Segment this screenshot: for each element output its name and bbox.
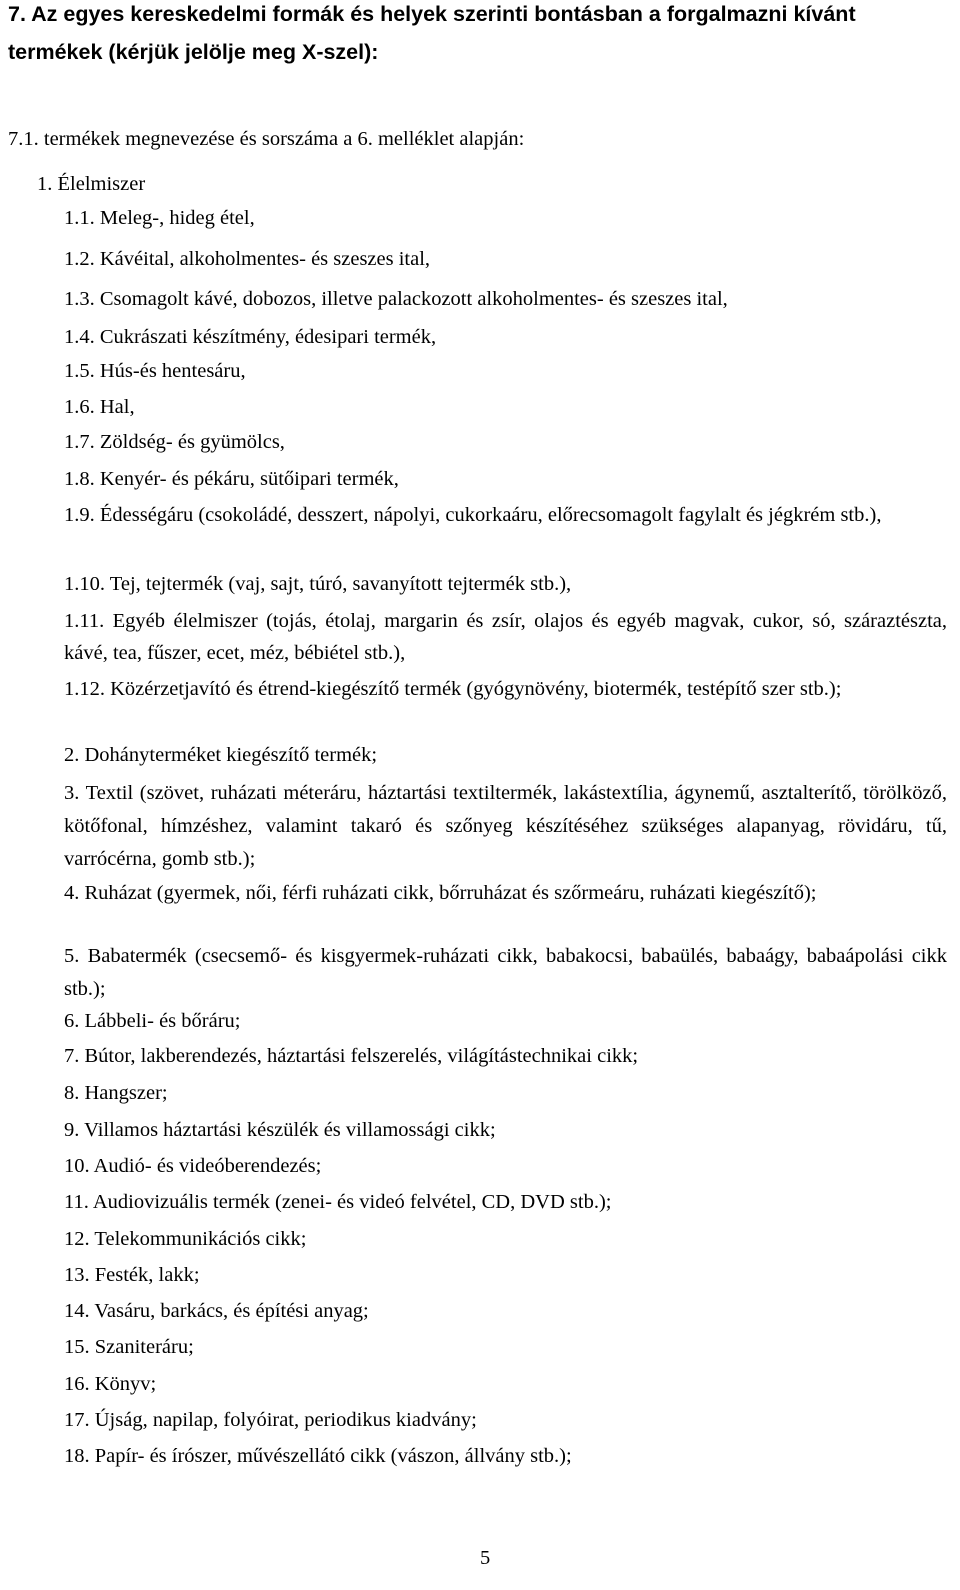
list-item: 10. Audió- és videóberendezés;: [64, 1155, 322, 1177]
list-item: 1.8. Kenyér- és pékáru, sütőipari termék,: [64, 468, 399, 490]
list-item: 16. Könyv;: [64, 1373, 157, 1395]
list-item: 13. Festék, lakk;: [64, 1264, 200, 1286]
list-item: 3. Textil (szövet, ruházati méteráru, háztartási textiltermék, lakástextília, ágynemű, asztalterítő, törölköző, kötőfonal, hímzéshez, valamint takaró és szőnyeg készítéséhez szükséges alapanyag, rövidáru, tű, varrócérna, gomb stb.);: [64, 782, 947, 870]
intro-line: 7.1. termékek megnevezése és sorszáma a 6. melléklet alapján:: [8, 128, 525, 150]
list-item: 1.10. Tej, tejtermék (vaj, sajt, túró, savanyított tejtermék stb.),: [64, 573, 572, 595]
list-item: 9. Villamos háztartási készülék és villamossági cikk;: [64, 1119, 496, 1141]
list-item: 1. Élelmiszer: [37, 173, 146, 195]
list-item: 6. Lábbeli- és bőráru;: [64, 1010, 241, 1032]
list-item: 17. Újság, napilap, folyóirat, periodikus kiadvány;: [64, 1409, 477, 1431]
list-item: 1.4. Cukrászati készítmény, édesipari termék,: [64, 326, 437, 348]
list-item: 14. Vasáru, barkács, és építési anyag;: [64, 1300, 369, 1322]
list-item: 15. Szaniteráru;: [64, 1336, 194, 1358]
list-item: 5. Babatermék (csecsemő- és kisgyermek-ruházati cikk, babakocsi, babaülés, babaágy, babaápolási cikk stb.);: [64, 945, 947, 1000]
list-item: 1.5. Hús-és hentesáru,: [64, 360, 246, 382]
list-item: 7. Bútor, lakberendezés, háztartási felszerelés, világítástechnikai cikk;: [64, 1045, 639, 1067]
list-item: 1.12. Közérzetjavító és étrend-kiegészítő termék (gyógynövény, biotermék, testépítő szer stb.);: [64, 678, 842, 700]
list-item: 1.11. Egyéb élelmiszer (tojás, étolaj, margarin és zsír, olajos és egyéb magvak, cukor, só, száraztészta, kávé, tea, fűszer, ecet, méz, bébiétel stb.),: [64, 610, 947, 664]
list-item: 1.3. Csomagolt kávé, dobozos, illetve palackozott alkoholmentes- és szeszes ital,: [64, 288, 728, 310]
list-item: 1.2. Kávéital, alkoholmentes- és szeszes ital,: [64, 248, 431, 270]
list-item: 4. Ruházat (gyermek, női, férfi ruházati cikk, bőrruházat és szőrmeáru, ruházati kiegészítő);: [64, 882, 817, 904]
page-number: 5: [480, 1547, 491, 1569]
list-item: 12. Telekommunikációs cikk;: [64, 1228, 307, 1250]
section-heading: 7. Az egyes kereskedelmi formák és helyek szerinti bontásban a forgalmazni kívánt termékek (kérjük jelölje meg X-szel):: [8, 2, 856, 64]
list-item: 1.9. Édességáru (csokoládé, desszert, nápolyi, cukorkaáru, előrecsomagolt fagylalt és jégkrém stb.),: [64, 504, 882, 526]
list-item: 2. Dohányterméket kiegészítő termék;: [64, 744, 378, 766]
list-item: 1.6. Hal,: [64, 396, 135, 418]
list-item: 8. Hangszer;: [64, 1082, 168, 1104]
list-item: 1.1. Meleg-, hideg étel,: [64, 207, 255, 229]
list-item: 18. Papír- és írószer, művészellátó cikk (vászon, állvány stb.);: [64, 1445, 572, 1467]
list-item: 1.7. Zöldség- és gyümölcs,: [64, 431, 285, 453]
list-item: 11. Audiovizuális termék (zenei- és videó felvétel, CD, DVD stb.);: [64, 1191, 612, 1213]
